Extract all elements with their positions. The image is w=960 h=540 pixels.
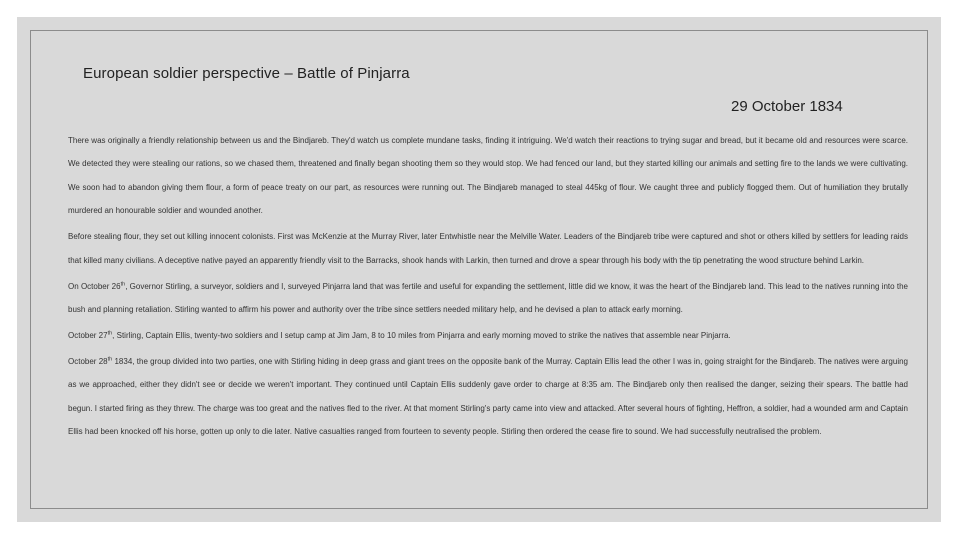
paragraph-text: On October 26	[68, 281, 121, 291]
paragraph	[68, 324, 908, 347]
paragraph	[68, 350, 908, 444]
content-border	[30, 30, 928, 509]
paragraph	[68, 129, 908, 223]
paragraph-text: 1834, the group divided into two parties, one with Stirling hiding in deep grass and giant trees on the opposite bank of the Murray. Captain Ellis lead the other I was in, going straight for the Bindjareb. The natives were arguing as we approached, either they didn't see or decide we weren't important. They continued until Captain Ellis suddenly gave order to charge at 8:35 am. The Bindjareb only then realised the danger, seizing their spears. The battle had begun. I started firing as they threw. The charge was too great and the natives fled to the river. At that moment Stirling's party came into view and attacked. After several hours of fighting, Heffron, a soldier, had a wounded arm and Captain Ellis had been knocked off his horse, gotten up only to die later. Native casualties ranged from fourteen to seventy people. Stirling then ordered the cease fire to sound. We had successfully neutralised the problem.	[68, 357, 908, 437]
paragraph	[68, 275, 908, 322]
body-text	[68, 129, 908, 446]
paragraph	[68, 225, 908, 272]
slide-date: 29 October 1834	[731, 98, 843, 115]
ordinal-suffix: th	[107, 330, 113, 337]
ordinal-suffix: th	[120, 280, 126, 287]
paragraph-text: October 27	[68, 331, 108, 341]
slide-background	[17, 17, 941, 522]
paragraph-text: , Governor Stirling, a surveyor, soldiers and I, surveyed Pinjarra land that was fertile and useful for expanding the settlement, little did we know, it was the heart of the Bindjareb land. This lead to the natives running into the bush and planning retaliation. Stirling wanted to affirm his power and authority over the tribe since settlers needed military help, and he devised a plan to attack early morning.	[68, 281, 909, 315]
paragraph-text: , Stirling, Captain Ellis, twenty-two soldiers and I setup camp at Jim Jam, 8 to 10 miles from Pinjarra and early morning moved to strike the natives that assemble near Pinjarra.	[112, 331, 731, 341]
paragraph-text: Before stealing flour, they set out killing innocent colonists. First was McKenzie at the Murray River, later Entwhistle near the Melville Water. Leaders of the Bindjareb tribe were captured and shot or others killed by settlers for leading raids that killed many civilians. A deceptive native payed an apparently friendly visit to the Barracks, shook hands with Larkin, then turned and drove a spear through his body with the tip penetrating the wood structure behind Larkin.	[68, 232, 908, 265]
slide-title: European soldier perspective – Battle of Pinjarra	[83, 65, 410, 82]
ordinal-suffix: th	[107, 356, 113, 363]
paragraph-text: There was originally a friendly relationship between us and the Bindjareb. They'd watch us complete mundane tasks, finding it intriguing. We'd watch their reactions to trying sugar and bread, but it became old and resources were scarce. We detected they were stealing our rations, so we chased them, threatened and finally began shooting them so they would stop. We had fenced our land, but they started killing our animals and setting fire to the lands we were cultivating. We soon had to abandon giving them flour, a form of peace treaty on our part, as resources were running out. The Bindjareb managed to steal 445kg of flour. We caught three and publicly flogged them. Out of humiliation they brutally murdered an honourable soldier and wounded another.	[68, 136, 908, 216]
paragraph-text: October 28	[68, 357, 108, 367]
